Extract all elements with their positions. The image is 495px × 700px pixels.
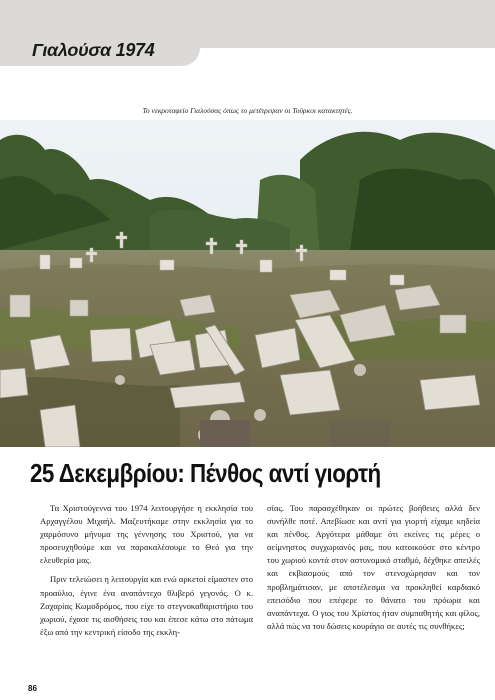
section-title: Γιαλούσα 1974: [32, 40, 155, 60]
article-paragraph: Πριν τελειώσει η λειτουργία και ενώ αρκετοί είμαστεν στο προαύλιο, έγινε ένα αναπάντεχο θλιβερό γεγονός. Ο κ. Ζαχαρίας Κωμοδρόμος, που είχε το στεγνοκαθαριστήριο του χωριού, έχασε τις αισθήσεις του και έπεσε κάτω στο πάτωμα έξω από την κεντρική είσοδο της εκκλη-: [40, 574, 253, 637]
article-paragraph: σίας. Του παρασχέθηκαν οι πρώτες βοήθειες αλλά δεν συνήλθε ποτέ. Απεβίωσε και αντί για γιορτή είχαμε κηδεία και πένθος. Αργότερα μάθαμε ότι εκείνες τις μέρες ο αείμνηστος συγχωριανός μας, που κατοικούσε στο κέντρο του χωριού κοντά στον αστυνομικό σταθμό, δέχθηκε απειλές και εκβιασμούς από τον στενοχώρησαν και τον προβλημάτισαν, με αποτέλεσμα να προκληθεί καρδιακό επεισόδιο που επέφερε το θάνατο του πρόωρα και αναπάντεχα. Ο γιος του Χρίστος ήταν συμπαθητής και φίλος, αλλά πώς να του δώσεις κουράγιο σε αυτές τις συνθήκες;: [267, 503, 480, 631]
article-column-right: [267, 502, 480, 682]
article-headline: 25 Δεκεμβρίου: Πένθος αντί γιορτή: [30, 458, 381, 488]
page-number: 86: [28, 684, 37, 693]
photo-caption: Το νεκροταφείο Γιαλούσας όπως το μετέτρεψαν οι Τούρκοι κατακτητές.: [142, 106, 353, 115]
article-paragraph: Τα Χριστούγεννα του 1974 λειτουργήσε η εκκλησία του Αρχαγγέλου Μιχαήλ. Μαζευτήκαμε στην εκκλησία για το χαρμόσυνο μήνυμα της γέννησης του Χριστού, για να προσευχηθούμε και να παρακαλέσουμε το Θεό για την ελευθερία μας.: [40, 503, 253, 566]
cemetery-photo: [0, 120, 495, 447]
article-body: [40, 502, 480, 682]
article-column-left: [40, 502, 253, 682]
